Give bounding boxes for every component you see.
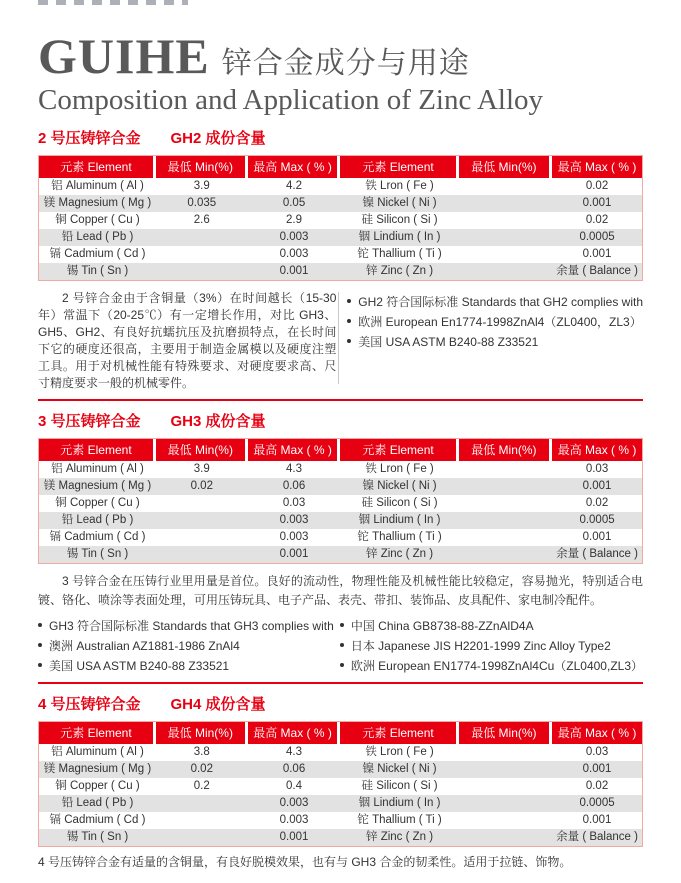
table-cell: 铝 Aluminum ( Al ) [51,463,144,475]
table-cell: 铜 Copper ( Cu ) [55,780,140,792]
table-cell: 元素 Element [340,439,458,461]
table-cell: 最高 Max ( % ) [248,439,341,461]
table-cell: 最低 Min(%) [156,439,248,461]
table-cell: 锡 Tin ( Sn ) [66,265,129,277]
table-cell: 镁 Magnesium ( Mg ) [43,480,152,492]
table-cell [156,246,248,263]
table-cell: 0.02 [190,480,213,492]
table-row [39,229,642,246]
table-cell [459,829,552,846]
table-cell: 0.2 [193,780,210,792]
bullet-text: GH2 符合国际标准 Standards that GH2 complies with [358,294,643,309]
table-cell [156,829,248,846]
table-row [39,761,642,778]
table-header [39,156,642,178]
table-cell: 铜 Copper ( Cu ) [55,214,140,226]
table-cell: 最高 Max ( % ) [552,156,642,178]
table-cell: 0.003 [279,248,309,260]
bullet-dot-icon [38,643,42,647]
table-row [39,478,642,495]
table-cell: 最高 Max ( % ) [552,439,642,461]
table-cell: 3.9 [193,463,210,475]
vertical-divider [338,292,339,384]
bullet-item [347,331,643,351]
table-cell: 硅 Silicon ( Si ) [361,497,438,509]
table-cell: 0.4 [286,780,303,792]
section-gh3 [38,413,643,684]
table-cell: 余量 ( Balance ) [556,265,638,277]
table-cell: 铟 Lindium ( In ) [358,231,441,243]
table-cell: 0.03 [282,497,306,509]
bullet-text: 美国 USA ASTM B240-88 Z33521 [49,658,230,673]
gh2-description-block [38,290,643,392]
table-cell: 元素 Element [340,156,458,178]
table-cell: 0.001 [582,814,612,826]
table-cell [156,529,248,546]
bullet-text: GH3 符合国际标准 Standards that GH3 complies with [49,618,334,633]
table-cell [459,529,552,546]
table-cell: 铁 Lron ( Fe ) [365,746,434,758]
gh4-footnote: 4 号压铸锌合金有适量的含铜量，有良好脱模效果，也有与 GH3 合金的韧柔性。适用于拉链、饰物。 [38,855,572,869]
table-cell: 锌 Zinc ( Zn ) [366,548,434,560]
table-cell [459,229,552,246]
table-cell: 最高 Max ( % ) [248,156,341,178]
table-cell [156,263,248,280]
table-cell: 0.0005 [579,514,615,526]
table-cell: 0.003 [279,514,309,526]
table-cell: 镍 Nickel ( Ni ) [362,480,437,492]
page-title-cn: 锌合金成分与用途 [221,47,470,80]
composition-table-gh3 [38,438,643,564]
table-cell: 锡 Tin ( Sn ) [66,831,129,843]
table-cell: 0.03 [585,463,609,475]
table-cell [156,512,248,529]
section-heading-label: 3 号压铸锌合金 [38,413,141,430]
bullet-item [340,655,643,675]
table-cell [459,195,552,212]
table-row [39,195,642,212]
table-row [39,439,642,461]
table-cell: 2.6 [193,214,210,226]
bullet-item [340,615,643,635]
table-cell [156,229,248,246]
table-cell: 最高 Max ( % ) [248,722,341,744]
table-cell: 0.02 [585,780,609,792]
table-cell [459,512,552,529]
table-cell: 0.02 [585,180,609,192]
table-cell: 0.0005 [579,231,615,243]
table-cell [459,246,552,263]
bullet-item [340,635,643,655]
bullet-dot-icon [347,299,351,303]
section-heading-label: 4 号压铸锌合金 [38,696,141,713]
table-cell: 铟 Lindium ( In ) [358,797,441,809]
table-body [39,178,642,280]
table-cell: 铅 Lead ( Pb ) [61,797,134,809]
table-row [39,829,642,846]
section-heading-code: GH4 成份含量 [170,696,266,713]
table-cell: 4.3 [286,746,303,758]
table-cell: 余量 ( Balance ) [556,831,638,843]
section-heading-code: GH2 成份含量 [170,130,266,147]
table-cell: 镍 Nickel ( Ni ) [362,763,437,775]
bullet-item [347,311,643,331]
section-gh4-heading [38,696,643,714]
table-cell: 0.02 [585,214,609,226]
table-cell [156,546,248,563]
table-cell: 0.05 [282,197,306,209]
table-cell: 元素 Element [340,722,458,744]
table-cell: 元素 Element [39,156,156,178]
gh3-standards-block [38,614,643,675]
table-row [39,778,642,795]
table-cell: 铝 Aluminum ( Al ) [51,180,144,192]
table-cell: 铊 Thallium ( Ti ) [357,531,442,543]
table-body [39,744,642,846]
table-row [39,212,642,229]
table-cell: 4.3 [286,463,303,475]
table-cell: 镍 Nickel ( Ni ) [362,197,437,209]
page-subtitle-en: Composition and Application of Zinc Alloy [38,84,544,116]
gh2-paragraph: 2 号锌合金由于含铜量（3%）在时间越长（15-30 年）常温下（20-25℃）有一定增长作用，对比 GH3、GH5、GH2、有良好抗蠕抗压及抗磨损特点，在长时间下它的硬度还很高，主要用于制造金属模以及硬度注塑工具。用于对机械性能有特殊要求、对硬度要求高、尺寸精度要求一般的机械零件。 [38,291,337,390]
table-cell: 0.001 [279,831,309,843]
table-cell: 4.2 [286,180,303,192]
table-cell: 0.06 [282,763,306,775]
table-cell: 锡 Tin ( Sn ) [66,548,129,560]
table-cell: 镁 Magnesium ( Mg ) [43,197,152,209]
table-row [39,156,642,178]
composition-table-gh4 [38,721,643,847]
table-cell: 最低 Min(%) [156,722,248,744]
bullet-text: 澳洲 Australian AZ1881-1986 ZnAl4 [49,638,240,653]
section-heading-label: 2 号压铸锌合金 [38,130,141,147]
section-gh2-heading [38,130,643,148]
bullet-item [38,655,340,675]
table-row [39,546,642,563]
table-cell: 0.001 [582,197,612,209]
table-cell: 0.06 [282,480,306,492]
bullet-item [38,635,340,655]
table-row [39,461,642,478]
section-gh4 [38,696,643,871]
table-cell: 最低 Min(%) [459,156,552,178]
table-cell: 最低 Min(%) [156,156,248,178]
table-cell: 0.003 [279,797,309,809]
table-cell: 镉 Cadmium ( Cd ) [49,531,146,543]
bullet-text: 日本 Japanese JIS H2201-1999 Zinc Alloy Type2 [350,638,611,653]
table-cell [459,263,552,280]
table-cell [459,761,552,778]
section-gh2 [38,130,643,401]
table-cell: 0.001 [279,265,309,277]
table-cell: 3.9 [193,180,210,192]
table-header [39,722,642,744]
table-cell: 镁 Magnesium ( Mg ) [43,763,152,775]
table-cell: 0.003 [279,231,309,243]
gh2-standards-list [347,290,643,392]
table-header [39,439,642,461]
table-cell: 铅 Lead ( Pb ) [61,231,134,243]
bullet-text: 美国 USA ASTM B240-88 Z33521 [358,334,539,349]
table-cell [459,778,552,795]
table-cell [459,178,552,195]
bullet-dot-icon [347,339,351,343]
table-cell: 0.003 [279,531,309,543]
table-cell: 3.8 [193,746,210,758]
table-cell: 元素 Element [39,439,156,461]
table-row [39,722,642,744]
table-cell: 铝 Aluminum ( Al ) [51,746,144,758]
table-cell [459,812,552,829]
bullet-dot-icon [347,319,351,323]
bullet-text: 欧洲 European En1774-1998ZnAl4（ZL0400，ZL3） [358,314,642,329]
table-cell: 锌 Zinc ( Zn ) [366,265,434,277]
section-divider-line [38,399,643,401]
table-cell [459,744,552,761]
table-cell: 2.9 [286,214,303,226]
table-cell: 镉 Cadmium ( Cd ) [49,248,146,260]
table-cell: 锌 Zinc ( Zn ) [366,831,434,843]
table-cell: 最低 Min(%) [459,722,552,744]
bullet-dot-icon [38,623,42,627]
table-cell: 0.003 [279,814,309,826]
table-cell: 元素 Element [39,722,156,744]
gh3-standards-list-left [38,614,340,675]
bullet-dot-icon [340,663,344,667]
table-cell: 铁 Lron ( Fe ) [365,463,434,475]
table-cell [156,812,248,829]
table-cell: 铟 Lindium ( In ) [358,514,441,526]
section-divider-line [38,682,643,684]
table-cell: 铁 Lron ( Fe ) [365,180,434,192]
table-row [39,495,642,512]
bullet-dot-icon [38,663,42,667]
table-cell [459,461,552,478]
table-row [39,512,642,529]
content-column [38,0,643,883]
bullet-dot-icon [340,623,344,627]
table-cell: 0.001 [279,548,309,560]
table-cell: 0.0005 [579,797,615,809]
table-cell: 0.001 [582,763,612,775]
gh3-standards-list-right [340,614,643,675]
bullet-text: 欧洲 European EN1774-1998ZnAl4Cu（ZL0400,ZL3） [350,658,643,673]
gh3-paragraph: 3 号锌合金在压铸行业里用量是首位。良好的流动性，物理性能及机械性能比较稳定，容易抛光，特别适合电镀、铬化、喷涂等表面处理，可用压铸玩具、电子产品、表壳、带扣、装饰品、皮具配件、家电制冷配件。 [38,574,643,607]
table-cell: 0.035 [187,197,217,209]
table-cell [459,546,552,563]
table-cell: 硅 Silicon ( Si ) [361,780,438,792]
table-cell: 0.02 [190,763,213,775]
table-body [39,461,642,563]
table-cell: 0.001 [582,248,612,260]
table-row [39,529,642,546]
bullet-item [347,291,643,311]
table-cell: 铊 Thallium ( Ti ) [357,814,442,826]
table-cell: 余量 ( Balance ) [556,548,638,560]
table-cell: 0.001 [582,480,612,492]
table-cell: 铅 Lead ( Pb ) [61,514,134,526]
page-header [38,30,643,116]
table-cell: 铜 Copper ( Cu ) [55,497,140,509]
bullet-item [38,615,340,635]
table-row [39,246,642,263]
table-cell: 0.001 [582,531,612,543]
table-row [39,812,642,829]
table-cell [459,212,552,229]
brand-row [38,30,643,82]
bullet-text: 中国 China GB8738-88-ZZnAlD4A [350,618,534,633]
table-cell: 硅 Silicon ( Si ) [361,214,438,226]
table-row [39,178,642,195]
table-cell: 0.03 [585,746,609,758]
composition-table-gh2 [38,155,643,281]
table-cell: 镉 Cadmium ( Cd ) [49,814,146,826]
table-cell: 最低 Min(%) [459,439,552,461]
section-gh3-heading [38,413,643,431]
table-cell [156,495,248,512]
bullet-dot-icon [340,643,344,647]
table-row [39,744,642,761]
table-cell: 最高 Max ( % ) [552,722,642,744]
table-cell: 铊 Thallium ( Ti ) [357,248,442,260]
table-row [39,263,642,280]
table-cell [459,495,552,512]
section-heading-code: GH3 成份含量 [170,413,266,430]
table-cell: 0.02 [585,497,609,509]
table-cell [459,478,552,495]
brand-logo-text: GUIHE [38,28,210,84]
